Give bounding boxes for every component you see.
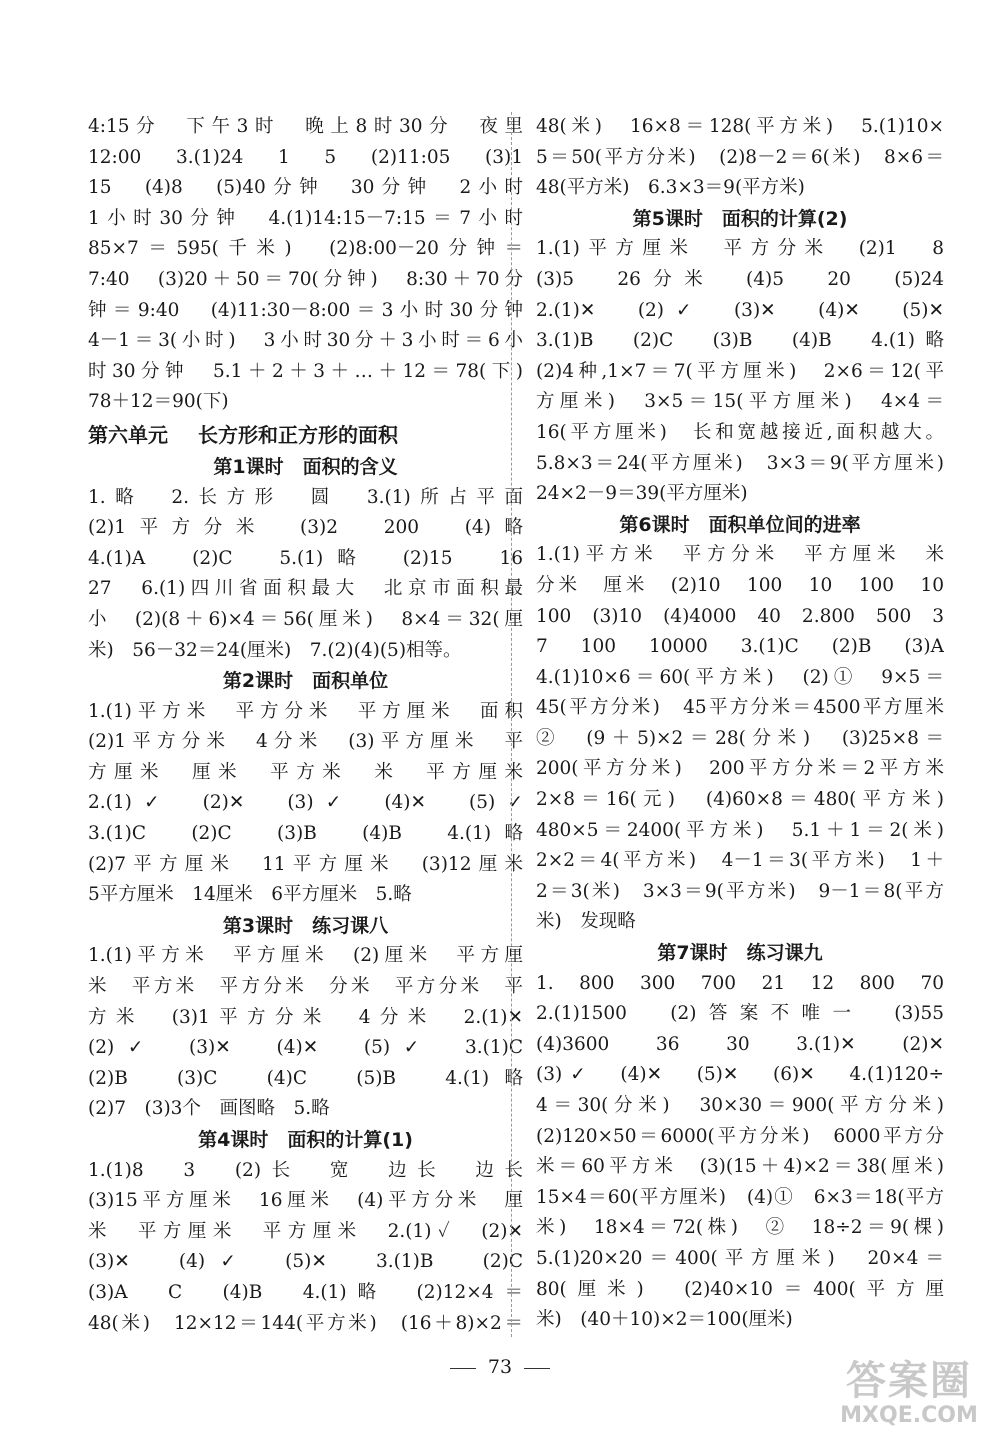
lesson-heading: 第3课时 练习课八 xyxy=(222,914,389,937)
page-number-dash-left xyxy=(450,1368,476,1369)
answer-line: 48(平方米) 6.3×3＝9(平方米) xyxy=(536,177,805,199)
answer-line: (2)1平方分米 (3)2 200 (4)略 xyxy=(88,517,523,539)
answer-line: (2)4种,1×7＝7(平方厘米) 2×6＝12(平 xyxy=(536,360,944,382)
answer-line: 1小时30分钟 4.(1)14:15－7:15＝7小时 xyxy=(88,207,523,229)
answer-line: 2＝3(米) 3×3＝9(平方米) 9－1＝8(平方 xyxy=(536,880,944,902)
answer-line: 米＝60平方米 (3)(15＋4)×2＝38(厘米) xyxy=(536,1156,944,1178)
answer-line: 1.(1)平方米 平方分米 平方厘米 米 xyxy=(536,544,944,566)
unit-title xyxy=(88,418,523,452)
answer-line: 15 (4)8 (5)40分钟 30分钟 2小时 xyxy=(88,177,523,199)
answer-line: 78＋12＝90(下) xyxy=(88,391,229,413)
answer-line: 米) 56－32＝24(厘米) 7.(2)(4)(5)相等。 xyxy=(88,639,462,661)
lesson-heading: 第5课时 面积的计算(2) xyxy=(632,207,848,230)
right-column xyxy=(536,112,944,1336)
unit-name: 长方形和正方形的面积 xyxy=(198,422,398,447)
answer-line: 200(平方分米) 200平方分米＝2平方米 xyxy=(536,758,944,780)
answer-line: 方米 (3)1平方分米 4分米 2.(1)✕ xyxy=(88,1006,523,1028)
answer-line: 5平方厘米 14厘米 6平方厘米 5.略 xyxy=(88,884,412,906)
answer-line: 1.(1)平方米 平方分米 平方厘米 面积 xyxy=(88,700,523,722)
answer-line: 3.(1)B (2)C (3)B (4)B 4.(1)略 xyxy=(536,330,944,352)
answer-line: (2)120×50＝6000(平方分米) 6000平方分 xyxy=(536,1125,944,1147)
lesson-heading: 第1课时 面积的含义 xyxy=(213,455,398,478)
answer-line: 米) 发现略 xyxy=(536,911,636,933)
answer-line: 16(平方厘米) 长和宽越接近,面积越大。 xyxy=(536,421,944,443)
answer-line: 1.略 2.长方形 圆 3.(1)所占平面 xyxy=(88,486,523,508)
answer-line: 方厘米) 3×5＝15(平方厘米) 4×4＝ xyxy=(536,391,944,413)
answer-line: 3.(1)C (2)C (3)B (4)B 4.(1)略 xyxy=(88,823,523,845)
lesson-heading: 第2课时 面积单位 xyxy=(222,670,389,693)
answer-line: 480×5＝2400(平方米) 5.1＋1＝2(米) xyxy=(536,819,944,841)
lesson-heading: 第6课时 面积单位间的进率 xyxy=(619,513,861,536)
answer-line: 钟＝9:40 (4)11:30－8:00＝3小时30分钟 xyxy=(88,299,523,321)
answer-line: 80(厘米) (2)40×10＝400(平方厘 xyxy=(536,1278,944,1300)
answer-line: 2.(1)1500 (2)答案不唯一 (3)55 xyxy=(536,1003,944,1025)
lesson-heading: 第4课时 面积的计算(1) xyxy=(198,1129,413,1151)
watermark-logo-text: 答案圈 xyxy=(846,1358,972,1404)
answer-line: 5.(1)20×20＝400(平方厘米) 20×4＝ xyxy=(536,1247,944,1269)
answer-line: 2.(1)✓ (2)✕ (3)✓ (4)✕ (5)✓ xyxy=(88,792,523,814)
answer-line: 1.(1)平方米 平方厘米 (2)厘米 平方厘 xyxy=(88,945,523,967)
answer-line: 15×4＝60(平方厘米) (4)① 6×3＝18(平方 xyxy=(536,1186,944,1208)
answer-line: 48(米) 12×12＝144(平方米) (16＋8)×2＝ xyxy=(88,1312,523,1334)
answer-line: 米 平方厘米 平方厘米 2.(1)✓ (2)✕ xyxy=(88,1220,523,1242)
answer-line: (2)✓ (3)✕ (4)✕ (5)✓ 3.(1)C xyxy=(88,1037,523,1059)
answer-line: 2×8＝16(元) (4)60×8＝480(平方米) xyxy=(536,789,944,811)
answer-line: (3)5 26分米 (4)5 20 (5)24 xyxy=(536,268,944,290)
answer-line: 2.(1)✕ (2)✓ (3)✕ (4)✕ (5)✕ xyxy=(536,299,944,321)
unit-label: 第六单元 xyxy=(88,422,168,447)
answer-line: 12:00 3.(1)24 1 5 (2)11:05 (3)1 xyxy=(88,146,523,168)
answer-line: 米) (40＋10)×2＝100(厘米) xyxy=(536,1309,793,1331)
answer-line: 5＝50(平方分米) (2)8－2＝6(米) 8×6＝ xyxy=(536,146,944,168)
answer-line: (2)B (3)C (4)C (5)B 4.(1)略 xyxy=(88,1067,523,1089)
answer-line: (3)15平方厘米 16厘米 (4)平方分米 厘 xyxy=(88,1190,523,1212)
answer-line: 分米 厘米 (2)10 100 10 100 10 xyxy=(536,574,944,596)
answer-line: 4:15分 下午3时 晚上8时30分 夜里 xyxy=(88,116,523,137)
answer-line: 2×2＝4(平方米) 4－1＝3(平方米) 1＋ xyxy=(536,850,944,872)
answer-line: 1.(1)8 3 (2)长 宽 边长 边长 xyxy=(88,1159,523,1181)
watermark-logo xyxy=(830,1359,988,1435)
answer-line: (2)1平方分米 4分米 (3)平方厘米 平 xyxy=(88,731,523,753)
answer-line: (3)A C (4)B 4.(1)略 (2)12×4＝ xyxy=(88,1281,523,1303)
page-number-dash-right xyxy=(524,1368,550,1369)
answer-line: (4)3600 36 30 3.(1)✕ (2)✕ xyxy=(536,1033,944,1055)
answer-line: (3)✕ (4)✓ (5)✕ 3.(1)B (2)C xyxy=(88,1251,523,1273)
answer-line: 48(米) 16×8＝128(平方米) 5.(1)10× xyxy=(536,116,944,137)
answer-line: 45(平方分米) 45平方分米＝4500平方厘米 xyxy=(536,697,944,719)
answer-line: 85×7＝595(千米) (2)8:00－20分钟＝ xyxy=(88,238,523,260)
answer-line: 米 平方米 平方分米 分米 平方分米 平 xyxy=(88,976,523,998)
answer-line: 1.(1)平方厘米 平方分米 (2)1 8 xyxy=(536,238,944,260)
page-number-text: 73 xyxy=(487,1356,513,1378)
answer-line: 24×2－9＝39(平方厘米) xyxy=(536,483,748,505)
answer-line: 时30分钟 5.1＋2＋3＋…＋12＝78(下) xyxy=(88,360,523,382)
answer-line: (2)7平方厘米 11平方厘米 (3)12厘米 xyxy=(88,853,523,875)
answer-line: 7 100 10000 3.(1)C (2)B (3)A xyxy=(536,636,944,658)
answer-line: 4＝30(分米) 30×30＝900(平方分米) xyxy=(536,1095,944,1116)
answer-line: 4.(1)10×6＝60(平方米) (2)① 9×5＝ xyxy=(536,666,944,688)
lesson-heading: 第7课时 练习课九 xyxy=(657,942,823,965)
left-column xyxy=(88,112,523,1339)
answer-line: 米) 18×4＝72(株) ② 18÷2＝9(棵) xyxy=(536,1217,944,1239)
answer-line: 7:40 (3)20＋50＝70(分钟) 8:30＋70分 xyxy=(88,268,523,290)
watermark-url: MXQE.COM xyxy=(840,1403,978,1428)
answer-line: 小 (2)(8＋6)×4＝56(厘米) 8×4＝32(厘 xyxy=(88,608,523,630)
answer-line: 5.8×3＝24(平方厘米) 3×3＝9(平方厘米) xyxy=(536,452,944,474)
answer-line: 方厘米 厘米 平方米 米 平方厘米 xyxy=(88,761,523,783)
answer-line: 27 6.(1)四川省面积最大 北京市面积最 xyxy=(88,578,523,600)
column-divider xyxy=(511,112,512,1337)
answer-line: 1. 800 300 700 21 12 800 70 xyxy=(536,972,944,994)
answer-line: 4－1＝3(小时) 3小时30分＋3小时＝6小 xyxy=(88,330,523,352)
answer-line: 100 (3)10 (4)4000 40 2.800 500 3 xyxy=(536,605,944,627)
answer-line: 4.(1)A (2)C 5.(1)略 (2)15 16 xyxy=(88,547,523,569)
answer-line: (2)7 (3)3个 画图略 5.略 xyxy=(88,1098,330,1120)
answer-line: (3)✓ (4)✕ (5)✕ (6)✕ 4.(1)120÷ xyxy=(536,1064,944,1086)
answer-line: ② (9＋5)×2＝28(分米) (3)25×8＝ xyxy=(536,727,944,749)
